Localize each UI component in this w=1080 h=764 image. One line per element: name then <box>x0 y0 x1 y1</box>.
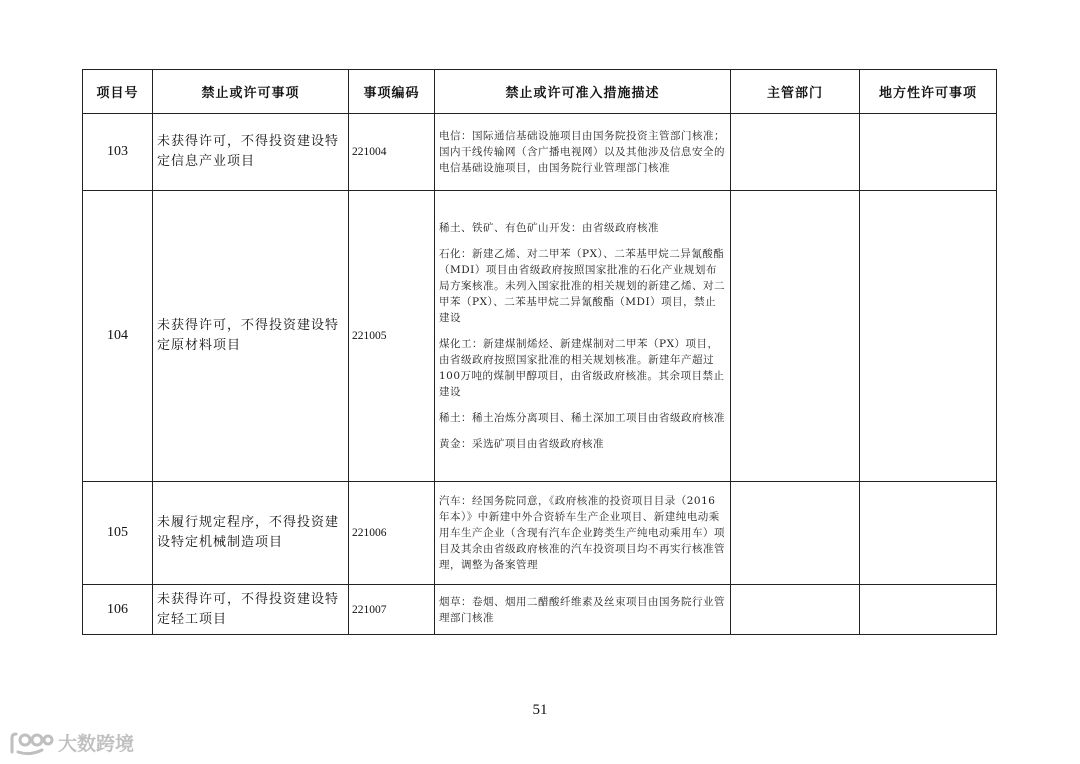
item-name: 未获得许可，不得投资建设特定轻工项目 <box>153 585 349 635</box>
logo-icon <box>8 730 54 756</box>
item-description <box>435 191 731 482</box>
item-department <box>731 585 860 635</box>
item-department <box>731 191 860 482</box>
item-code: 221005 <box>349 191 435 482</box>
description-paragraph: 黄金：采选矿项目由省级政府核准 <box>439 438 604 450</box>
item-code: 221004 <box>349 114 435 191</box>
item-description <box>435 482 731 585</box>
item-local-permit <box>860 114 997 191</box>
item-number: 103 <box>83 114 153 191</box>
item-description <box>435 585 731 635</box>
table-row <box>83 191 997 482</box>
table-header-row <box>83 70 997 114</box>
item-name: 未获得许可，不得投资建设特定原材料项目 <box>153 191 349 482</box>
header-local-permit: 地方性许可事项 <box>860 70 997 114</box>
item-local-permit <box>860 482 997 585</box>
item-local-permit <box>860 585 997 635</box>
permit-table <box>82 69 997 635</box>
table-row <box>83 482 997 585</box>
header-item-no: 项目号 <box>83 70 153 114</box>
item-name: 未履行规定程序，不得投资建设特定机械制造项目 <box>153 482 349 585</box>
watermark <box>8 729 134 756</box>
item-department <box>731 114 860 191</box>
description-paragraph: 电信：国际通信基础设施项目由国务院投资主管部门核准；国内干线传输网（含广播电视网）以及其他涉及信息安全的电信基础设施项目，由国务院行业管理部门核准 <box>439 130 725 174</box>
item-number: 104 <box>83 191 153 482</box>
item-local-permit <box>860 191 997 482</box>
header-item-name: 禁止或许可事项 <box>153 70 349 114</box>
page-number: 51 <box>532 702 548 718</box>
table-row <box>83 585 997 635</box>
table-row <box>83 114 997 191</box>
item-description <box>435 114 731 191</box>
description-paragraph: 汽车：经国务院同意，《政府核准的投资项目目录（2016年本）》中新建中外合资轿车生产企业项目、新建纯电动乘用车生产企业（含现有汽车企业跨类生产纯电动乘用车）项目及其余由省级政府核准的汽车投资项目均不再实行核准管理，调整为备案管理 <box>439 495 725 571</box>
description-paragraph: 煤化工：新建煤制烯烃、新建煤制对二甲苯（PX）项目，由省级政府按照国家批准的相关规划核准。新建年产超过100万吨的煤制甲醇项目，由省级政府核准。其余项目禁止建设 <box>439 338 725 398</box>
description-paragraph: 稀土：稀土冶炼分离项目、稀土深加工项目由省级政府核准 <box>439 412 725 424</box>
header-description: 禁止或许可准入措施描述 <box>435 70 731 114</box>
item-code: 221007 <box>349 585 435 635</box>
item-number: 105 <box>83 482 153 585</box>
item-name: 未获得许可，不得投资建设特定信息产业项目 <box>153 114 349 191</box>
header-department: 主管部门 <box>731 70 860 114</box>
description-paragraph: 烟草：卷烟、烟用二醋酸纤维素及丝束项目由国务院行业管理部门核准 <box>439 595 725 624</box>
item-department <box>731 482 860 585</box>
item-code: 221006 <box>349 482 435 585</box>
watermark-text: 大数跨境 <box>58 733 135 755</box>
description-paragraph: 石化：新建乙烯、对二甲苯（PX）、二苯基甲烷二异氰酸酯（MDI）项目由省级政府按照国家批准的石化产业规划布局方案核准。未列入国家批准的相关规划的新建乙烯、对二甲苯（PX）、二苯基甲烷二异氰酸酯（MDI）项目，禁止建设 <box>439 248 725 324</box>
description-paragraph: 稀土、铁矿、有色矿山开发：由省级政府核准 <box>439 222 659 234</box>
item-number: 106 <box>83 585 153 635</box>
header-item-code: 事项编码 <box>349 70 435 114</box>
